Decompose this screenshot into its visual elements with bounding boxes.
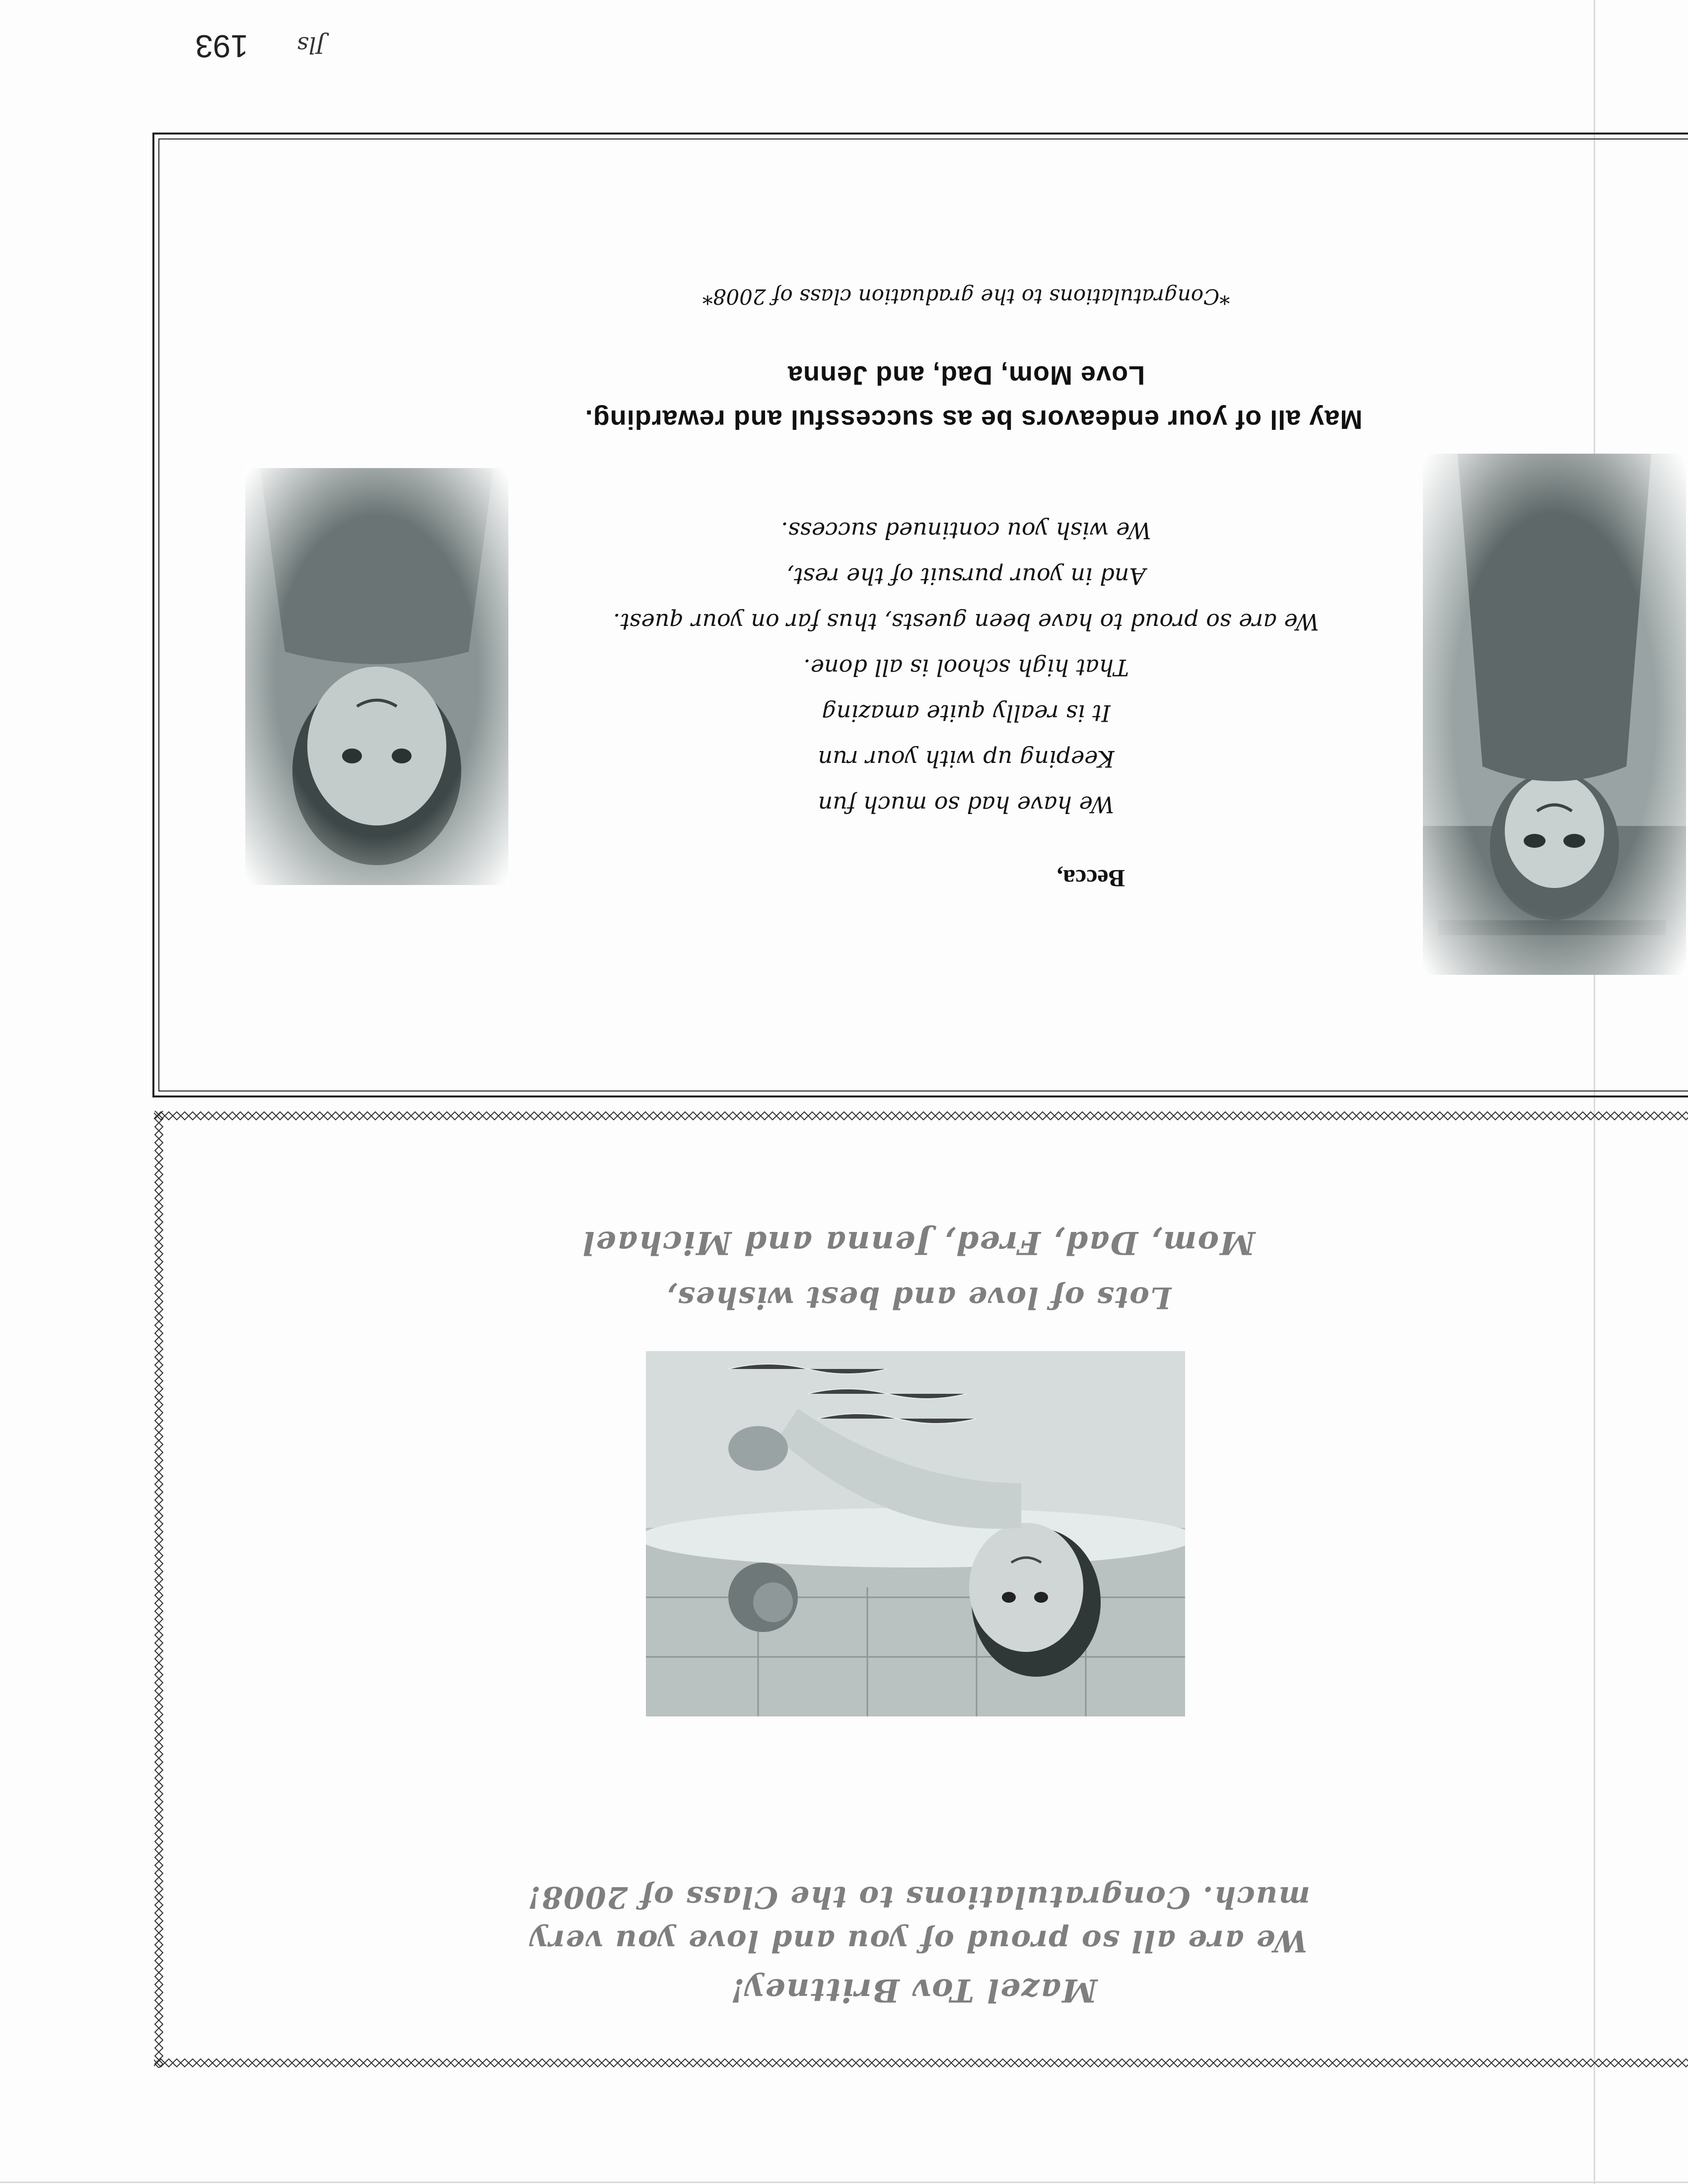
becca-photo-child (245, 468, 508, 885)
brittney-family: Mom, Dad, Fred, Jenna and Michael (581, 1224, 1256, 1261)
diamond-border-side (154, 1111, 164, 2068)
becca-signoff: Love Mom, Dad, and Jenna (787, 360, 1145, 390)
poem-line: We have had so much fun (818, 791, 1115, 818)
becca-ad (152, 133, 1688, 1097)
brittney-message (348, 1875, 1489, 1963)
message-line: much. Congratulations to the Class of 2008! (527, 1880, 1310, 1914)
brittney-photo-bath (646, 1351, 1185, 1716)
becca-photo-portrait (1423, 454, 1686, 975)
brittney-headline: Mazel Tov Brittney! (729, 1972, 1098, 2009)
poem-line: It is really quite amazing (822, 700, 1111, 727)
poem-line: And in your pursuit of the rest, (786, 563, 1146, 590)
brittney-ad (154, 1111, 1688, 2068)
becca-poem (544, 508, 1388, 827)
handwritten-initials: Jls (297, 32, 325, 59)
becca-wish: May all of your endeavors be as successful and rewarding. (584, 405, 1363, 434)
diamond-border-top (154, 2058, 1688, 2068)
poem-line: We are so proud to have been guests, thus far on your quest. (613, 609, 1320, 635)
poem-line: Keeping up with your run (818, 746, 1115, 772)
poem-line: That high school is all done. (803, 654, 1129, 681)
becca-congrats: *Congratulations to the graduation class of 2008* (702, 284, 1230, 309)
message-line: We are all so proud of you and love you very (529, 1923, 1308, 1958)
diamond-border-bottom (154, 1111, 1688, 1121)
brittney-closing: Lots of love and best wishes, (665, 1280, 1172, 1315)
becca-greeting: Becca, (1056, 865, 1125, 892)
poem-line: We wish you continued success. (781, 517, 1151, 544)
page-number: 193 (195, 28, 248, 64)
